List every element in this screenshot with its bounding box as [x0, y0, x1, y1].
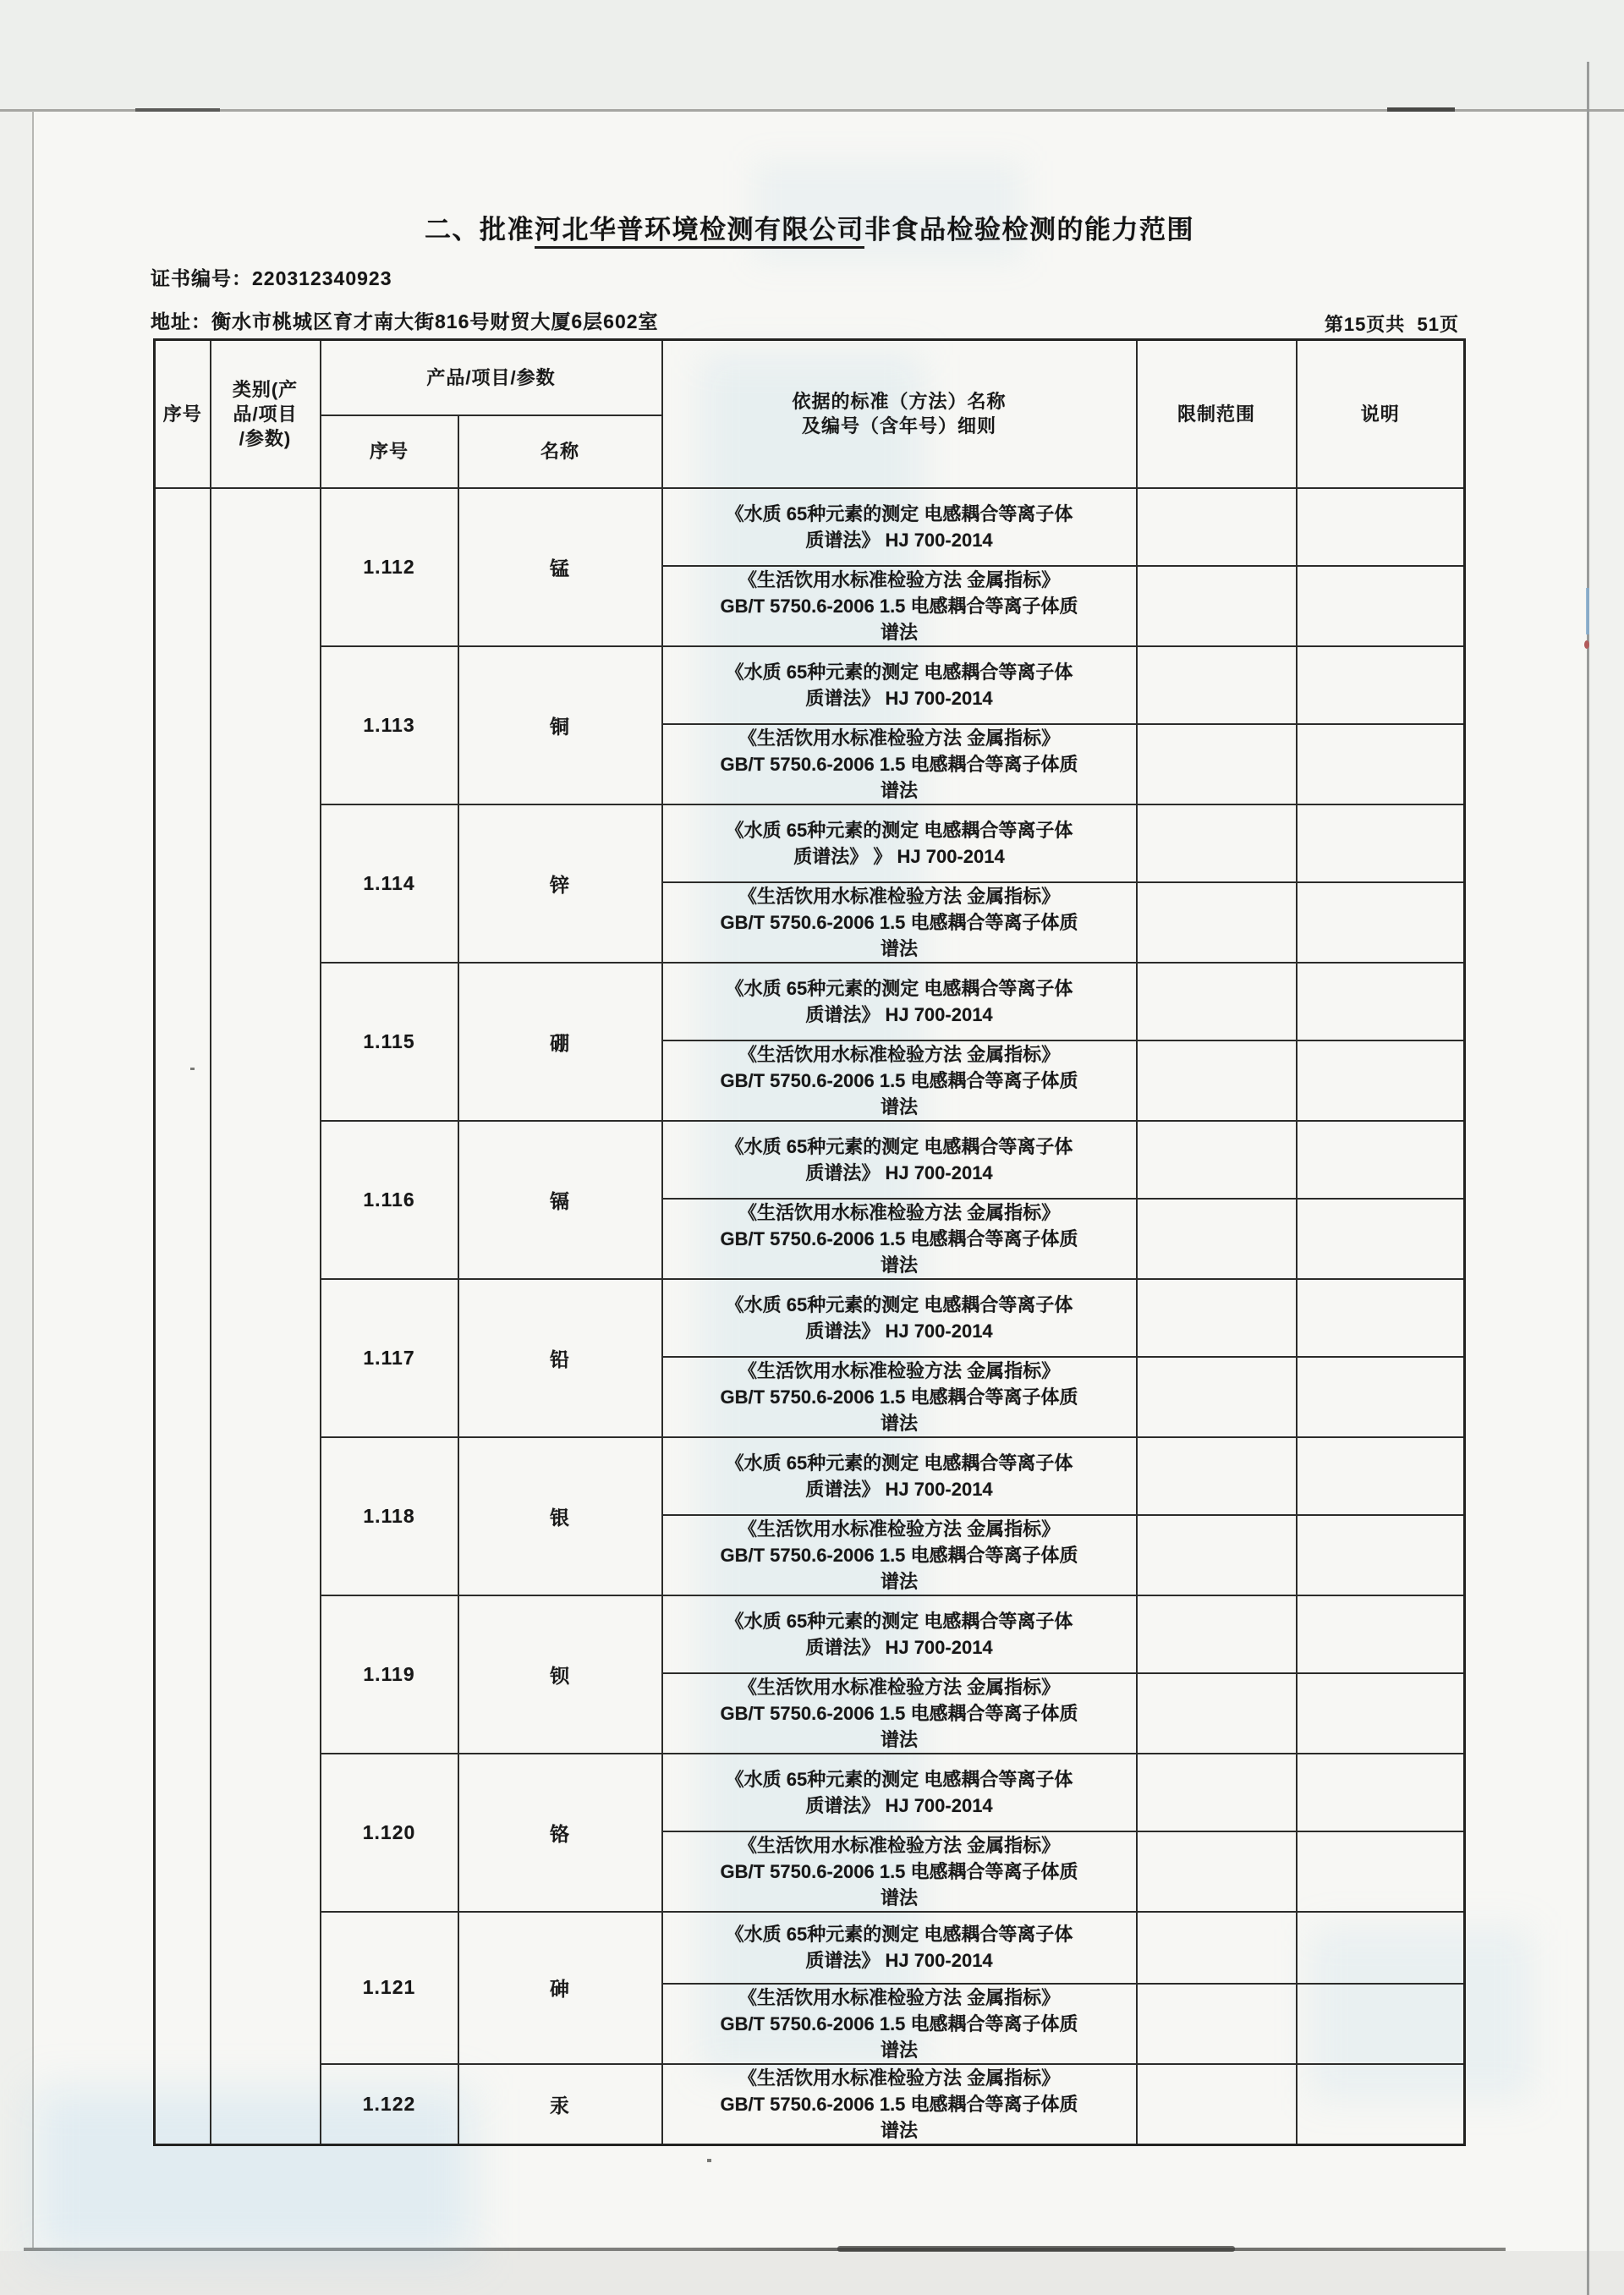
table-row-1.114-1: [155, 804, 1465, 882]
page-title-suffix: 非食品检验检测的能力范围: [864, 215, 1194, 244]
table-row-1.115-1: [155, 963, 1465, 1040]
standard-line: 质谱法》 HJ 700-2014: [805, 529, 993, 551]
row-serial: 1.119: [321, 1595, 458, 1754]
standard-line: 质谱法》 》 HJ 700-2014: [793, 845, 1005, 867]
row-standard-text: [662, 646, 1137, 724]
row-limit-scope: [1137, 882, 1297, 963]
header-note: 说明: [1297, 340, 1465, 488]
standard-line: 《生活饮用水标准检验方法 金属指标》: [738, 1359, 1061, 1381]
standard-line: GB/T 5750.6-2006 1.5 电感耦合等离子体质: [720, 1544, 1078, 1566]
row-limit-scope: [1137, 963, 1297, 1040]
row-standard-text: [662, 724, 1137, 804]
standard-line: GB/T 5750.6-2006 1.5 电感耦合等离子体质: [720, 911, 1078, 933]
scan-band-top: [0, 0, 1624, 109]
row-standard-text: [662, 1912, 1137, 1984]
row-limit-scope: [1137, 1040, 1297, 1121]
row-limit-scope: [1137, 1357, 1297, 1437]
standard-line: 质谱法》 HJ 700-2014: [805, 1320, 993, 1342]
row-note: [1297, 566, 1465, 646]
header-category: 类别(产 品/项目 /参数): [211, 340, 321, 488]
row-note: [1297, 963, 1465, 1040]
row-serial: 1.117: [321, 1279, 458, 1437]
row-parameter-name: 硼: [458, 963, 662, 1121]
certificate-number-line: 证书编号：220312340923: [151, 267, 392, 289]
row-parameter-name: 铅: [458, 1279, 662, 1437]
standard-line: GB/T 5750.6-2006 1.5 电感耦合等离子体质: [720, 1227, 1078, 1249]
standard-line: 《水质 65种元素的测定 电感耦合等离子体: [725, 661, 1073, 683]
table-row-1.118-1: [155, 1437, 1465, 1515]
table-row-1.117-1: [155, 1279, 1465, 1357]
row-note: [1297, 1912, 1465, 1984]
row-limit-scope: [1137, 1279, 1297, 1357]
standard-line: 谱法: [881, 1412, 919, 1434]
standard-line: GB/T 5750.6-2006 1.5 电感耦合等离子体质: [720, 1386, 1078, 1408]
row-limit-scope: [1137, 488, 1297, 566]
row-parameter-name: 钡: [458, 1595, 662, 1754]
row-serial: 1.121: [321, 1912, 458, 2064]
standard-line: GB/T 5750.6-2006 1.5 电感耦合等离子体质: [720, 753, 1078, 775]
row-standard-text: [662, 1515, 1137, 1595]
table-row-1.112-1: [155, 488, 1465, 566]
row-limit-scope: [1137, 1673, 1297, 1754]
table-row-1.119-1: [155, 1595, 1465, 1673]
scan-edge-bottom: [24, 2248, 1506, 2251]
scan-strip-left: [0, 109, 32, 2251]
row-parameter-name: 汞: [458, 2064, 662, 2145]
standard-line: GB/T 5750.6-2006 1.5 电感耦合等离子体质: [720, 1069, 1078, 1091]
row-standard-text: [662, 488, 1137, 566]
scan-edge-top: [0, 109, 1624, 112]
row-limit-scope: [1137, 1984, 1297, 2064]
standard-line: 质谱法》 HJ 700-2014: [805, 1794, 993, 1816]
row-note: [1297, 2064, 1465, 2145]
scan-edge-left: [32, 111, 34, 2249]
row-limit-scope: [1137, 1912, 1297, 1984]
standard-line: 《生活饮用水标准检验方法 金属指标》: [738, 1043, 1061, 1065]
standard-line: 《生活饮用水标准检验方法 金属指标》: [738, 727, 1061, 749]
standard-line: 《水质 65种元素的测定 电感耦合等离子体: [725, 1610, 1073, 1632]
standard-line: 谱法: [881, 1728, 919, 1750]
row-limit-scope: [1137, 1595, 1297, 1673]
standard-line: 《水质 65种元素的测定 电感耦合等离子体: [725, 502, 1073, 524]
standard-line: 质谱法》 HJ 700-2014: [805, 1161, 993, 1183]
row-standard-text: [662, 1673, 1137, 1754]
address-line: 地址：衡水市桃城区育才南大街816号财贸大厦6层602室: [151, 310, 659, 332]
row-note: [1297, 804, 1465, 882]
row-serial: 1.122: [321, 2064, 458, 2145]
row-parameter-name: 银: [458, 1437, 662, 1595]
row-serial: 1.112: [321, 488, 458, 646]
row-note: [1297, 1831, 1465, 1912]
standard-line: 质谱法》 HJ 700-2014: [805, 1478, 993, 1500]
row-limit-scope: [1137, 1437, 1297, 1515]
body-category-column-empty: [211, 488, 321, 2145]
standard-line: 《水质 65种元素的测定 电感耦合等离子体: [725, 1768, 1073, 1790]
standard-line: 谱法: [881, 937, 919, 959]
row-note: [1297, 1121, 1465, 1199]
row-serial: 1.116: [321, 1121, 458, 1279]
header-sub-name: 名称: [458, 415, 662, 488]
row-standard-text: [662, 1121, 1137, 1199]
row-note: [1297, 1279, 1465, 1357]
row-note: [1297, 1984, 1465, 2064]
row-standard-text: [662, 1040, 1137, 1121]
row-standard-text: [662, 1357, 1137, 1437]
standard-line: 《生活饮用水标准检验方法 金属指标》: [738, 1518, 1061, 1540]
table-row-1.122: [155, 2064, 1465, 2145]
table-row-1.120-1: [155, 1754, 1465, 1831]
row-limit-scope: [1137, 1121, 1297, 1199]
header-standard: 依据的标准（方法）名称 及编号（含年号）细则: [662, 340, 1137, 488]
standard-line: 《生活饮用水标准检验方法 金属指标》: [738, 1834, 1061, 1856]
row-note: [1297, 1357, 1465, 1437]
row-standard-text: [662, 804, 1137, 882]
header-sub-serial: 序号: [321, 415, 458, 488]
body-serial-column-empty: [155, 488, 211, 2145]
row-limit-scope: [1137, 646, 1297, 724]
row-standard-text: [662, 963, 1137, 1040]
row-parameter-name: 镉: [458, 1121, 662, 1279]
row-standard-text: [662, 1199, 1137, 1279]
standard-line: 质谱法》 HJ 700-2014: [805, 687, 993, 709]
standard-line: 质谱法》 HJ 700-2014: [805, 1636, 993, 1658]
standard-line: 谱法: [881, 2039, 919, 2061]
standard-line: 《水质 65种元素的测定 电感耦合等离子体: [725, 1293, 1073, 1315]
row-serial: 1.115: [321, 963, 458, 1121]
row-limit-scope: [1137, 2064, 1297, 2145]
header-serial: 序号: [155, 340, 211, 488]
row-standard-text: [662, 1831, 1137, 1912]
row-standard-text: [662, 2064, 1137, 2145]
standard-line: 谱法: [881, 1095, 919, 1117]
row-parameter-name: 砷: [458, 1912, 662, 2064]
row-parameter-name: 铜: [458, 646, 662, 804]
standard-line: 质谱法》 HJ 700-2014: [805, 1950, 993, 1971]
standard-line: 《生活饮用水标准检验方法 金属指标》: [738, 2067, 1061, 2089]
row-note: [1297, 724, 1465, 804]
standard-line: 《水质 65种元素的测定 电感耦合等离子体: [725, 977, 1073, 999]
row-limit-scope: [1137, 724, 1297, 804]
standard-line: 《生活饮用水标准检验方法 金属指标》: [738, 1676, 1061, 1698]
standard-line: GB/T 5750.6-2006 1.5 电感耦合等离子体质: [720, 595, 1078, 617]
row-standard-text: [662, 1279, 1137, 1357]
row-parameter-name: 铬: [458, 1754, 662, 1912]
row-standard-text: [662, 1437, 1137, 1515]
standard-line: 《水质 65种元素的测定 电感耦合等离子体: [725, 1135, 1073, 1157]
row-standard-text: [662, 1595, 1137, 1673]
scan-edge-top-dark-segment: [1387, 107, 1455, 112]
standard-line: 谱法: [881, 2119, 919, 2141]
standard-line: GB/T 5750.6-2006 1.5 电感耦合等离子体质: [720, 1702, 1078, 1724]
scan-speck: [707, 2159, 711, 2162]
row-note: [1297, 1040, 1465, 1121]
scan-edge-right: [1587, 62, 1589, 2295]
row-limit-scope: [1137, 1754, 1297, 1831]
row-parameter-name: 锌: [458, 804, 662, 963]
standard-line: GB/T 5750.6-2006 1.5 电感耦合等离子体质: [720, 2093, 1078, 2115]
header-limit: 限制范围: [1137, 340, 1297, 488]
table-row-1.121-1: [155, 1912, 1465, 1984]
row-standard-text: [662, 882, 1137, 963]
standard-line: 谱法: [881, 779, 919, 801]
row-serial: 1.114: [321, 804, 458, 963]
row-limit-scope: [1137, 1831, 1297, 1912]
standard-line: 谱法: [881, 621, 919, 643]
page-indicator: 第15页共 51页: [1324, 314, 1459, 335]
header-product-group: 产品/项目/参数: [321, 340, 662, 415]
standard-line: 谱法: [881, 1886, 919, 1908]
row-note: [1297, 1595, 1465, 1673]
table-row-1.113-1: [155, 646, 1465, 724]
table-row-1.116-1: [155, 1121, 1465, 1199]
standard-line: 《生活饮用水标准检验方法 金属指标》: [738, 1986, 1061, 2008]
standard-line: GB/T 5750.6-2006 1.5 电感耦合等离子体质: [720, 2012, 1078, 2034]
row-limit-scope: [1137, 566, 1297, 646]
row-limit-scope: [1137, 1515, 1297, 1595]
row-note: [1297, 646, 1465, 724]
scan-edge-red-mark: [1584, 640, 1589, 649]
standard-line: GB/T 5750.6-2006 1.5 电感耦合等离子体质: [720, 1860, 1078, 1882]
row-standard-text: [662, 1984, 1137, 2064]
row-limit-scope: [1137, 804, 1297, 882]
row-note: [1297, 882, 1465, 963]
page-title-prefix: 二、批准: [425, 215, 535, 244]
standard-line: 《生活饮用水标准检验方法 金属指标》: [738, 1201, 1061, 1223]
row-note: [1297, 1437, 1465, 1515]
row-note: [1297, 488, 1465, 566]
row-note: [1297, 1673, 1465, 1754]
row-note: [1297, 1515, 1465, 1595]
scan-strip-right: [1589, 109, 1624, 2295]
scan-edge-top-dark-segment: [135, 108, 220, 112]
standard-line: 《生活饮用水标准检验方法 金属指标》: [738, 885, 1061, 907]
row-note: [1297, 1754, 1465, 1831]
page-title: [0, 208, 1619, 246]
standard-line: 《水质 65种元素的测定 电感耦合等离子体: [725, 819, 1073, 841]
capability-table: [153, 338, 1466, 2146]
scan-edge-blue-mark: [1586, 588, 1589, 634]
scan-band-bottom: [0, 2251, 1624, 2295]
row-standard-text: [662, 566, 1137, 646]
row-note: [1297, 1199, 1465, 1279]
page-title-company-underlined: 河北华普环境检测有限公司: [535, 215, 864, 249]
row-parameter-name: 锰: [458, 488, 662, 646]
standard-line: 谱法: [881, 1254, 919, 1276]
standard-line: 质谱法》 HJ 700-2014: [805, 1003, 993, 1025]
row-serial: 1.120: [321, 1754, 458, 1912]
standard-line: 谱法: [881, 1570, 919, 1592]
row-standard-text: [662, 1754, 1137, 1831]
scan-edge-bottom-speckle: [837, 2246, 1235, 2252]
standard-line: 《生活饮用水标准检验方法 金属指标》: [738, 568, 1061, 590]
row-serial: 1.118: [321, 1437, 458, 1595]
row-limit-scope: [1137, 1199, 1297, 1279]
standard-line: 《水质 65种元素的测定 电感耦合等离子体: [725, 1452, 1073, 1474]
standard-line: 《水质 65种元素的测定 电感耦合等离子体: [725, 1924, 1073, 1945]
row-serial: 1.113: [321, 646, 458, 804]
